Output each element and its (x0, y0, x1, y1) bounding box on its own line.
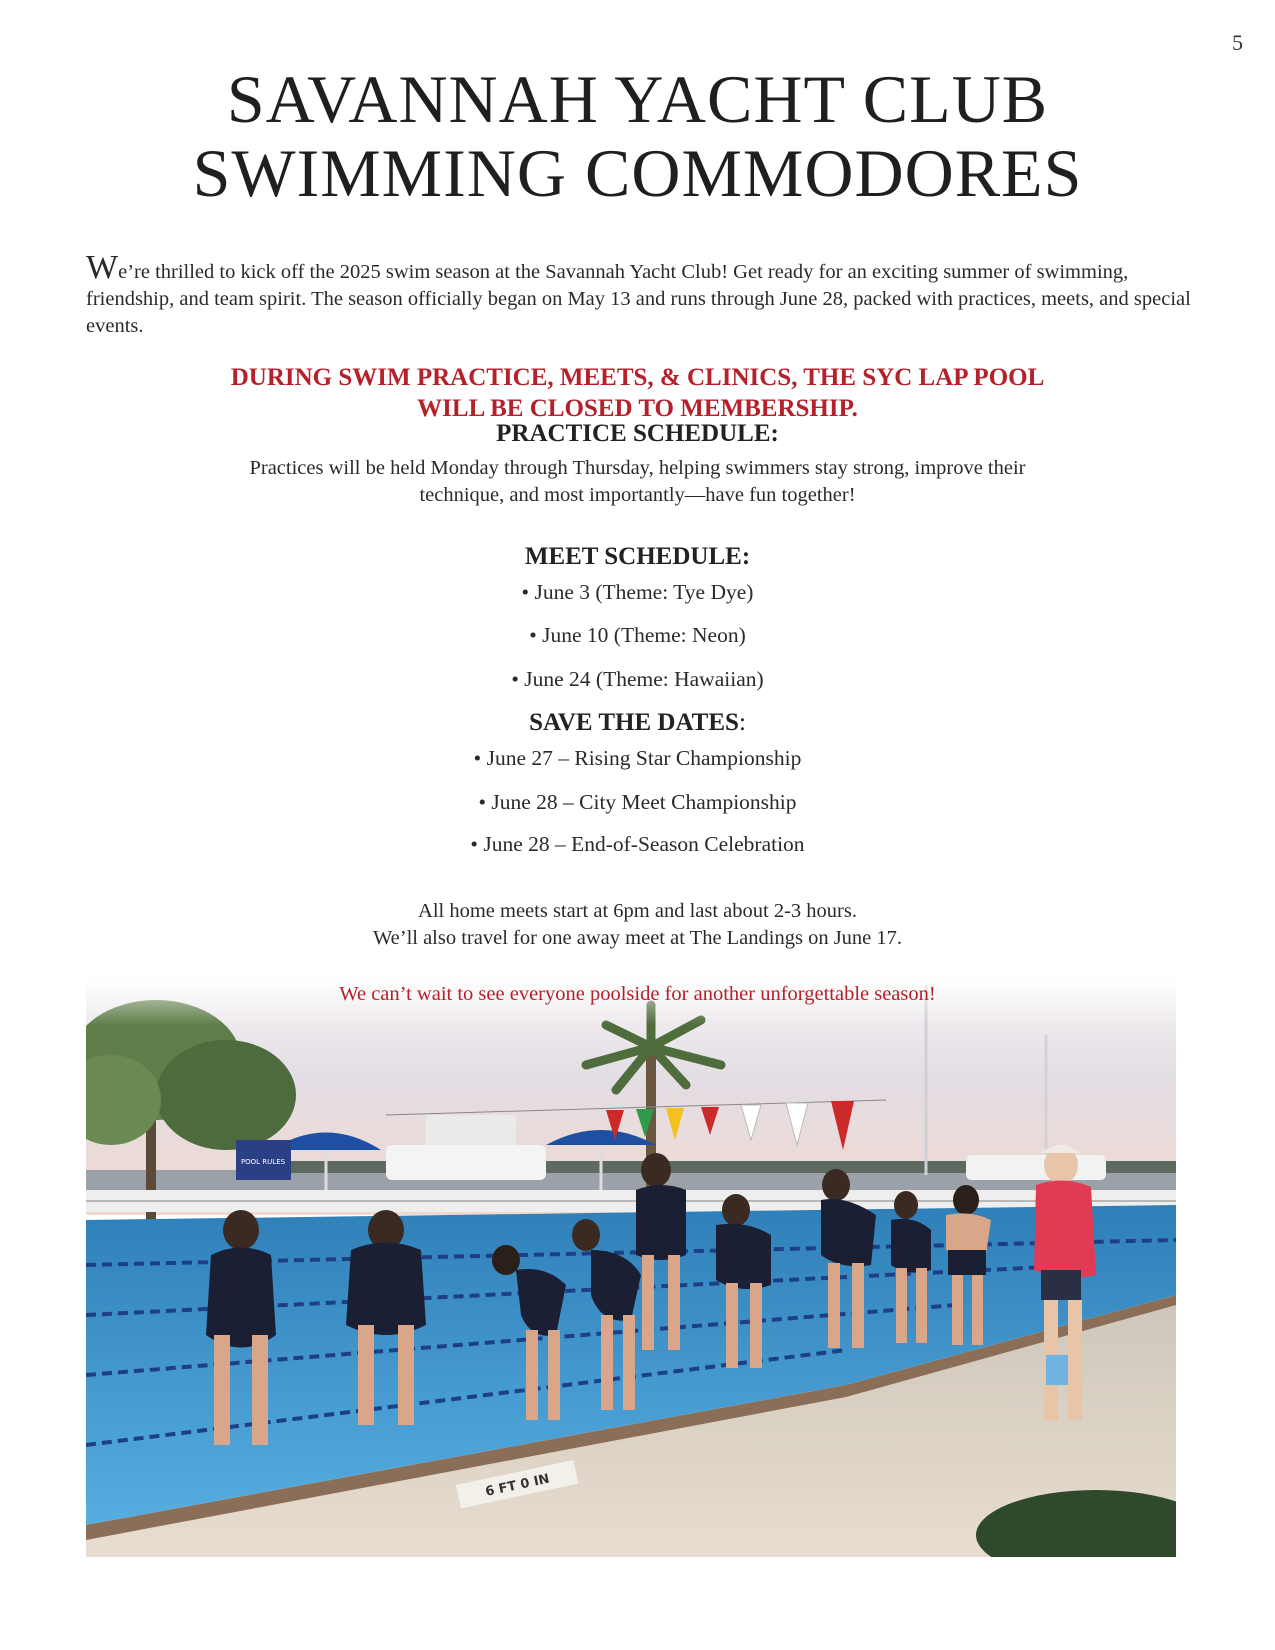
save-date-item: • June 27 – Rising Star Championship (473, 746, 802, 770)
home-meets-line-1: All home meets start at 6pm and last about 2-3 hours. (418, 900, 857, 922)
save-date-item: • June 28 – City Meet Championship (478, 790, 797, 814)
swimmers (206, 1145, 1096, 1445)
title-line-1: SAVANNAH YACHT CLUB (226, 61, 1049, 137)
practice-line-1: Practices will be held Monday through Thursday, helping swimmers stay strong, improve their (249, 457, 1026, 479)
practice-heading: PRACTICE SCHEDULE: (496, 420, 779, 447)
umbrella-icon (271, 1130, 656, 1215)
pool-rules-sign: POOL RULES (240, 1158, 286, 1166)
save-dates-title: SAVE THE DATES (529, 709, 739, 736)
pennant-flags (386, 1100, 886, 1150)
meet-item: • June 3 (Theme: Tye Dye) (521, 580, 754, 604)
notice-line-1: DURING SWIM PRACTICE, MEETS, & CLINICS, THE SYC LAP POOL (230, 364, 1045, 391)
intro-text: e’re thrilled to kick off the 2025 swim season at the Savannah Yacht Club! Get ready for an exciting summer of swimming, friendship, and team spirit. The season officially began on May 13 and runs through June 28, packed with practices, meets, and special events. (86, 261, 1191, 337)
palm-tree-icon (586, 1005, 721, 1225)
practice-line-2: technique, and most importantly—have fun together! (419, 484, 856, 506)
intro-dropcap: W (86, 249, 119, 286)
save-dates-colon: : (738, 709, 746, 736)
save-dates-heading (0, 709, 1275, 737)
swim-team-photo (86, 965, 1176, 1557)
title-line-2: SWIMMING COMMODORES (192, 135, 1083, 211)
page-title (0, 62, 1275, 210)
intro-paragraph (86, 249, 1196, 340)
pool-closure-notice (0, 362, 1275, 424)
meet-item: • June 24 (Theme: Hawaiian) (511, 667, 764, 691)
home-meets-line-2: We’ll also travel for one away meet at The Landings on June 17. (372, 927, 903, 949)
meet-heading: MEET SCHEDULE: (524, 543, 751, 570)
notice-line-2: WILL BE CLOSED TO MEMBERSHIP. (417, 395, 858, 422)
home-meets-info (0, 898, 1275, 952)
page-number: 5 (1232, 30, 1243, 55)
save-date-item: • June 28 – End-of-Season Celebration (470, 832, 805, 856)
tree-icon (86, 1000, 296, 1235)
meet-item: • June 10 (Theme: Neon) (529, 623, 746, 647)
closing-message: We can’t wait to see everyone poolside for another unforgettable season! (339, 983, 936, 1005)
deck-depth-marking: 6 FT 0 IN (484, 1471, 551, 1500)
practice-description (0, 455, 1275, 509)
